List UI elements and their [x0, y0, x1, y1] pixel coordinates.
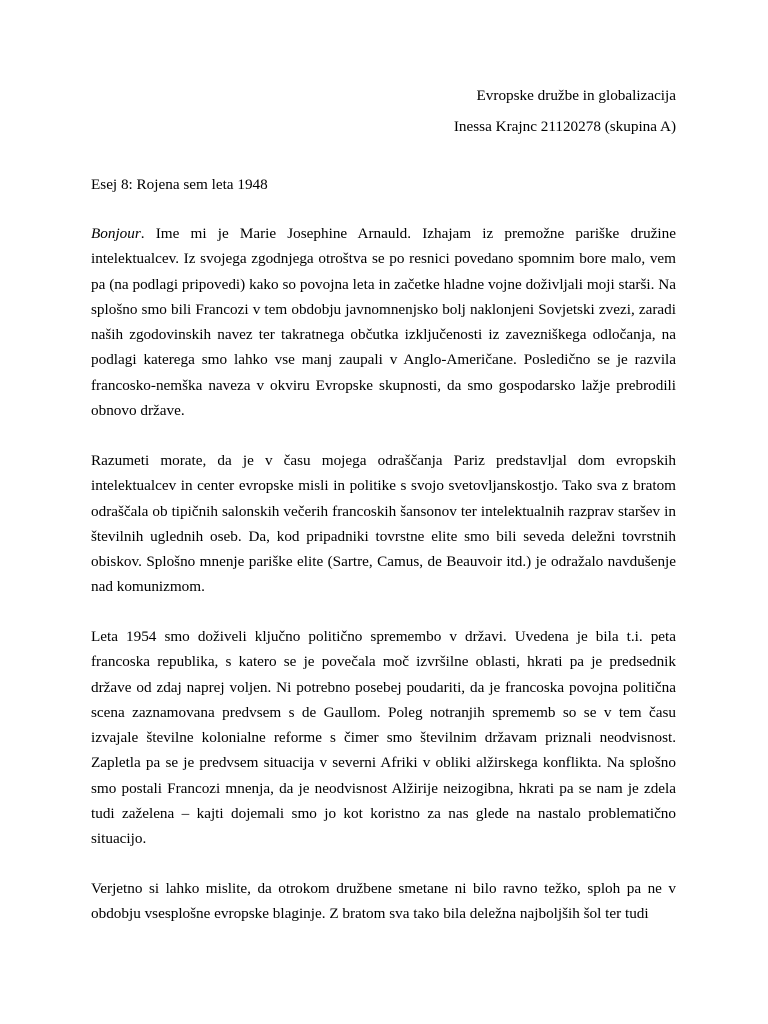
- paragraph-1: [91, 221, 676, 423]
- paragraph-4: Verjetno si lahko mislite, da otrokom družbene smetane ni bilo ravno težko, sploh pa ne v obdobju vsesplošne evropske blaginje. Z bratom sva tako bila deležna najboljših šol ter tudi: [91, 880, 676, 923]
- paragraph-3: Leta 1954 smo doživeli ključno politično spremembo v državi. Uvedena je bila t.i. peta francoska republika, s katero se je povečala moč izvršilne oblasti, hkrati pa je predsednik države od zdaj naprej voljen. Ni potrebno posebej poudariti, da je francoska povojna politična scena zaznamovana predvsem s de Gaullom. Poleg notranjih sprememb so se v tem času izvajale številne kolonialne reforme s čimer smo številnim državam priznali neodvisnost. Zapletla pa se je predvsem situacija v severni Afriki v obliki alžirskega konflikta. Na splošno smo postali Francozi mnenja, da je neodvisnost Alžirije neizogibna, hkrati pa se nam je zdela tudi zaželena – kajti dojemali smo jo kot koristno za nas glede na nastalo problematično situacijo.: [91, 628, 676, 848]
- paragraph-1-text: . Ime mi je Marie Josephine Arnauld. Izhajam iz premožne pariške družine intelektualcev. Iz svojega zgodnjega otroštva se po resnici povedano spomnim bore malo, vem pa (na podlagi pripovedi) kako so povojna leta in začetke hladne vojne doživljali moji starši. Na splošno smo bili Francozi v tem obdobju javnomnenjsko bolj naklonjeni Sovjetski zvezi, zaradi naših zgodovinskih navez ter takratnega občutka izključenosti iz zavezniškega odločanja, na podlagi katerega smo lahko vse manj zaupali v Anglo-Američane. Posledično se je razvila francosko-nemška naveza v okviru Evropske skupnosti, da smo gospodarsko lažje prebrodili obnovo države.: [91, 225, 676, 420]
- author-line: Inessa Krajnc 21120278 (skupina A): [453, 118, 676, 135]
- paragraph-2: Razumeti morate, da je v času mojega odraščanja Pariz predstavljal dom evropskih intelektualcev in center evropske misli in politike s svojo svetovljanskostjo. Tako sva z bratom odraščala ob tipičnih salonskih večerih francoskih šansonov ter intelektualnih razprav staršev in številnih uglednih oseb. Da, kod pripadniki tovrstne elite smo bili seveda deležni tovrstnih obiskov. Splošno mnenje pariške elite (Sartre, Camus, de Beauvoir itd.) je odražalo navdušenje nad komunizmom.: [91, 452, 676, 596]
- course-name: Evropske družbe in globalizacija: [476, 87, 676, 104]
- essay-title: Esej 8: Rojena sem leta 1948: [91, 176, 268, 193]
- greeting-italic: Bonjour: [91, 225, 141, 242]
